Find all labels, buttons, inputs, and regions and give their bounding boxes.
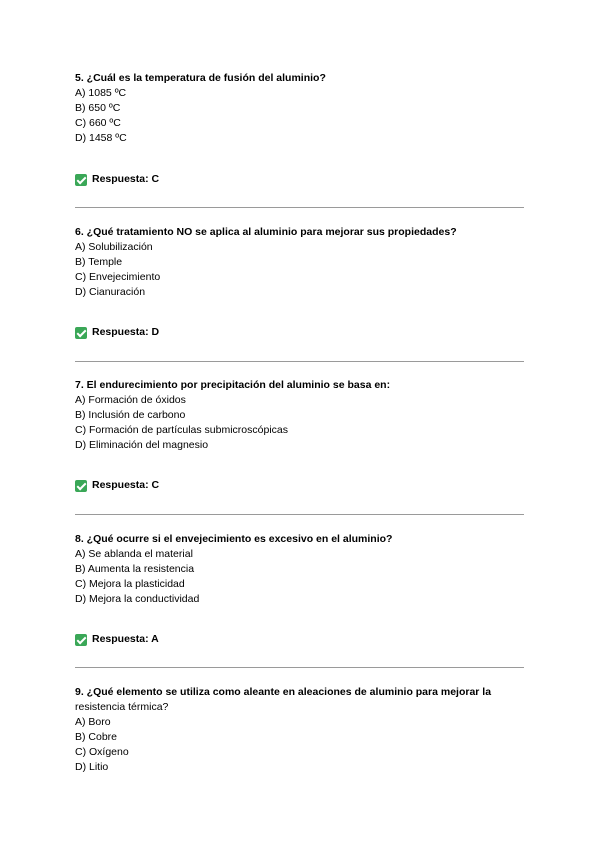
option-d: D) Eliminación del magnesio bbox=[75, 439, 209, 451]
option-b: B) 650 ºC bbox=[75, 102, 121, 114]
question-title: 8. ¿Qué ocurre si el envejecimiento es excesivo en el aluminio? bbox=[75, 533, 393, 545]
answer-text: Respuesta: C bbox=[92, 173, 160, 185]
option-c: C) Formación de partículas submicroscópicas bbox=[75, 424, 288, 436]
question-7 bbox=[75, 378, 525, 453]
check-mark-icon bbox=[75, 327, 87, 339]
option-c: C) Oxígeno bbox=[75, 746, 129, 758]
option-a: A) Boro bbox=[75, 716, 111, 728]
option-a: A) 1085 ºC bbox=[75, 87, 127, 99]
answer-7 bbox=[75, 478, 159, 493]
option-b: B) Inclusión de carbono bbox=[75, 409, 186, 421]
question-title: 9. ¿Qué elemento se utiliza como aleante en aleaciones de aluminio para mejorar la bbox=[75, 686, 492, 698]
question-6 bbox=[75, 225, 525, 300]
question-5 bbox=[75, 71, 525, 146]
question-title: 6. ¿Qué tratamiento NO se aplica al aluminio para mejorar sus propiedades? bbox=[75, 226, 457, 238]
divider bbox=[75, 207, 524, 208]
option-b: B) Aumenta la resistencia bbox=[75, 563, 195, 575]
option-b: B) Cobre bbox=[75, 731, 118, 743]
check-mark-icon bbox=[75, 174, 87, 186]
option-a: A) Solubilización bbox=[75, 241, 153, 253]
question-title-continuation: resistencia térmica? bbox=[75, 701, 169, 713]
divider bbox=[75, 361, 524, 362]
answer-text: Respuesta: A bbox=[92, 633, 159, 645]
check-mark-icon bbox=[75, 480, 87, 492]
option-d: D) Cianuración bbox=[75, 286, 146, 298]
option-a: A) Se ablanda el material bbox=[75, 548, 193, 560]
answer-text: Respuesta: C bbox=[92, 479, 160, 491]
question-9 bbox=[75, 685, 525, 775]
answer-6 bbox=[75, 325, 159, 340]
question-title: 5. ¿Cuál es la temperatura de fusión del aluminio? bbox=[75, 72, 326, 84]
answer-8 bbox=[75, 632, 159, 647]
divider bbox=[75, 514, 524, 515]
option-c: C) 660 ºC bbox=[75, 117, 121, 129]
option-c: C) Mejora la plasticidad bbox=[75, 578, 185, 590]
question-title: 7. El endurecimiento por precipitación del aluminio se basa en: bbox=[75, 379, 391, 391]
option-d: D) Litio bbox=[75, 761, 109, 773]
option-d: D) 1458 ºC bbox=[75, 132, 127, 144]
option-b: B) Temple bbox=[75, 256, 123, 268]
question-8 bbox=[75, 532, 525, 607]
answer-5 bbox=[75, 172, 159, 187]
option-a: A) Formación de óxidos bbox=[75, 394, 186, 406]
divider bbox=[75, 667, 524, 668]
check-mark-icon bbox=[75, 634, 87, 646]
option-c: C) Envejecimiento bbox=[75, 271, 161, 283]
answer-text: Respuesta: D bbox=[92, 326, 160, 338]
option-d: D) Mejora la conductividad bbox=[75, 593, 200, 605]
